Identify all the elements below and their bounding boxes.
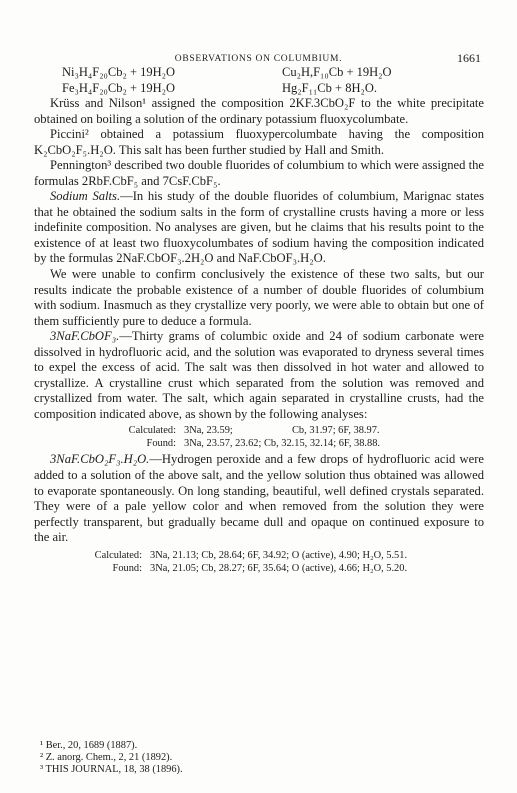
formula: Ni₃H₄F₂₀Cb₂ + 19H₂O — [62, 65, 176, 79]
analysis-table — [34, 549, 484, 575]
footnote: ² Z. anorg. Chem., 2, 21 (1892). — [40, 752, 173, 764]
running-header: OBSERVATIONS ON COLUMBIUM. — [174, 54, 343, 64]
formula: Hg₂F₁₁Cb + 8H₂O. — [282, 81, 377, 95]
page-number: 1661 — [457, 51, 481, 65]
analysis-value: 3Na, 21.05; Cb, 28.27; 6F, 35.64; O (active), 4.66; H₂O, 5.20. — [150, 562, 408, 574]
analysis-row — [78, 549, 484, 562]
footnote: ¹ Ber., 20, 1689 (1887). — [40, 740, 138, 751]
paragraph-text: Thirty grams of columbic oxide and 24 of sodium carbonate were dissolved in hydrofluoric acid, and the solution was evaporated to dryness several times to expel the excess of acid. The salt was then dissolved in hot water and allowed to crystallize. A crystalline crust which separated from the solution was removed and crystallized from water. The salt, which again separated in crystalline crusts, had the composition indicated above, as shown by the following analyses: — [34, 329, 484, 421]
paragraph: Piccini² obtained a potassium fluoxypercolumbate having the composition K₂CbO₂F₅.H₂O. This salt has been further studied by Hall and Smith. — [34, 127, 484, 157]
analysis-table — [34, 424, 484, 450]
paragraph — [34, 189, 484, 267]
body-text — [34, 96, 484, 577]
calculated-label: Calculated: — [128, 425, 176, 437]
found-label: Found: — [146, 438, 176, 450]
analysis-value: Cb, 31.97; 6F, 38.97. — [292, 425, 380, 437]
analysis-value: 3Na, 23.57, 23.62; Cb, 32.15, 32.14; 6F, 38.88. — [184, 438, 381, 450]
formula: Cu₂H,F₁₀Cb + 19H₂O — [282, 65, 392, 79]
footnote: ³ THIS JOURNAL, 18, 38 (1896). — [40, 764, 183, 776]
heading-continuation: —In his study of the double fluorides of columbium, — [120, 189, 399, 204]
calculated-label: Calculated: — [94, 549, 142, 561]
paragraph: 3NaF.CbOF₃.—Thirty grams of columbic oxide and 24 of sodium carbonate were dissolved in hydrofluoric acid, and the solution was evaporated to dryness several times to expel the excess of acid. The salt was then dissolved in hot water and allowed to crystallize. A crystalline crust which separated from the solution was removed and crystallized from water. The salt, which again separated in crystalline crusts, had the composition indicated above, as shown by the following analyses: — [34, 329, 484, 421]
analysis-row — [104, 437, 484, 450]
footnotes — [40, 740, 183, 777]
analysis-value: 3Na, 21.13; Cb, 28.64; 6F, 34.92; O (active), 4.90; H₂O, 5.51. — [150, 549, 408, 561]
formula-table — [62, 64, 482, 96]
paragraph: Krüss and Nilson¹ assigned the composition 2KF.3CbO₂F to the white precipitate obtained on boiling a solution of the ordinary potassium fluoxycolumbate. — [34, 96, 484, 126]
paragraph-text: Hydrogen peroxide and a few drops of hydrofluoric acid were added to a solution of the above salt, and the yellow solution thus obtained was allowed to evaporate spontaneously. On long standing, beautiful, well defined crystals separated. They were of a pale yellow color and when removed from the solution they were perfectly transparent, but gradually became dull and opaque on continued exposure to the air. — [34, 452, 484, 545]
paragraph: Pennington³ described two double fluorides of columbium to which were assigned the formulas 2RbF.CbF₅ and 7CsF.CbF₅. — [34, 158, 484, 188]
salt-heading: 3NaF.CbOF₃. — [50, 329, 120, 344]
analysis-row — [78, 562, 484, 575]
found-label: Found: — [112, 562, 142, 574]
paragraph: We were unable to confirm conclusively the existence of these two salts, but our results indicate the probable existence of a number of double fluorides of columbium with sodium. Inasmuch as they crystallize very poorly, we were able to obtain but one of them sufficiently pure to deduce a formula. — [34, 267, 484, 328]
section-heading: Sodium Salts. — [50, 189, 121, 204]
paragraph-text: Marignac states that he obtained the sodium salts in the form of crystalline crusts having a more or less indefinite composition. No analyses are given, but he claims that his results point to the existence of at least two fluoxycolumbates of sodium having the composition indicated by the formulas 2NaF.CbOF₃.2H₂O and NaF.CbOF₃.H₂O. — [34, 189, 484, 266]
analysis-row — [104, 424, 484, 437]
paragraph: 3NaF.CbO₂F₃.H₂O.—Hydrogen peroxide and a few drops of hydrofluoric acid were added to a solution of the above salt, and the yellow solution thus obtained was allowed to evaporate spontaneously. On long standing, beautiful, well defined crystals separated. They were of a pale yellow color and when removed from the solution they were perfectly transparent, but gradually became dull and opaque on continued exposure to the air. — [34, 452, 484, 545]
formula-row — [62, 64, 482, 80]
formula-row — [62, 80, 482, 96]
analysis-value: 3Na, 23.59; — [184, 425, 233, 437]
salt-heading: 3NaF.CbO₂F₃.H₂O. — [50, 452, 150, 467]
formula: Fe₃H₄F₂₀Cb₂ + 19H₂O — [62, 81, 176, 95]
